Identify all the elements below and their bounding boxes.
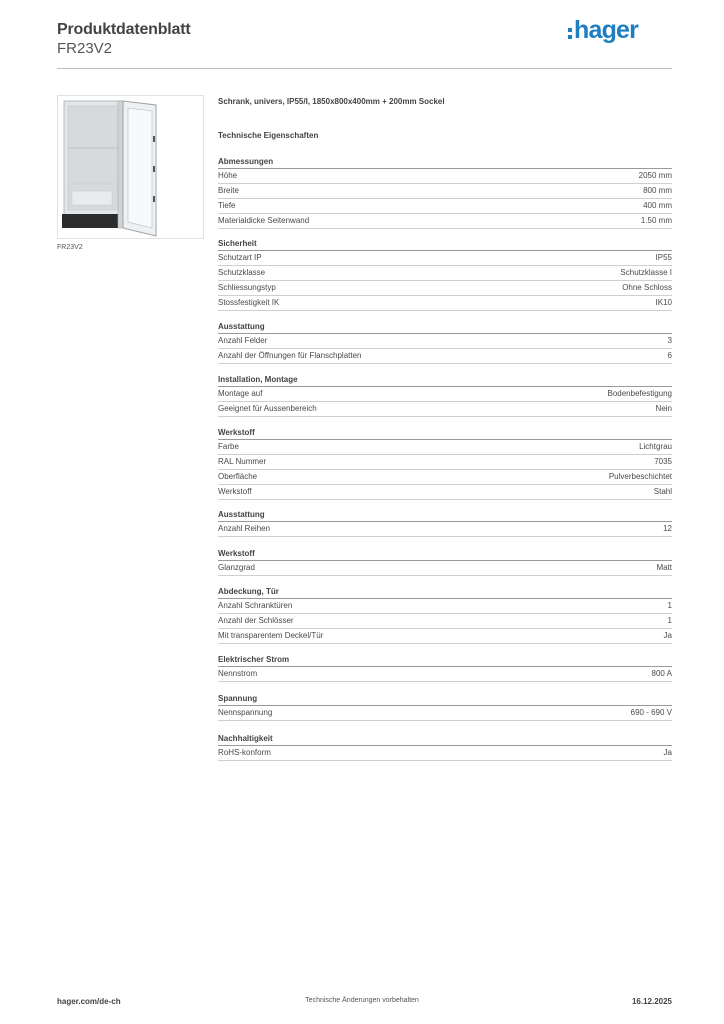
spec-group-cover-door [218, 586, 672, 644]
spec-label: Anzahl Reihen [218, 524, 271, 533]
spec-label: Mit transparentem Deckel/Tür [218, 631, 324, 640]
spec-value: 12 [663, 524, 672, 533]
footer-date: 16.12.2025 [631, 997, 672, 1006]
spec-label: Höhe [218, 171, 238, 180]
spec-group-equipment-2 [218, 509, 672, 537]
spec-row [218, 667, 672, 682]
spec-row [218, 614, 672, 629]
spec-label: Schliessungstyp [218, 283, 276, 292]
spec-value: 6 [667, 351, 672, 360]
group-title: Werkstoff [218, 427, 672, 440]
spec-value: 400 mm [643, 201, 672, 210]
spec-label: Anzahl der Schlösser [218, 616, 294, 625]
product-code: FR23V2 [57, 40, 113, 57]
spec-row [218, 402, 672, 417]
spec-value: 1 [667, 601, 672, 610]
header-divider [57, 68, 672, 69]
spec-row [218, 485, 672, 500]
document-title: Produktdatenblatt [57, 21, 191, 38]
spec-label: Tiefe [218, 201, 236, 210]
spec-row [218, 455, 672, 470]
cabinet-illustration [58, 96, 203, 238]
group-title: Ausstattung [218, 509, 672, 522]
spec-value: Schutzklasse I [620, 268, 672, 277]
spec-label: Geeignet für Aussenbereich [218, 404, 317, 413]
spec-label: Schutzart IP [218, 253, 262, 262]
spec-value: 800 mm [643, 186, 672, 195]
spec-row [218, 440, 672, 455]
spec-group-sustainability [218, 733, 672, 761]
product-image [57, 95, 204, 239]
group-title: Installation, Montage [218, 374, 672, 387]
spec-row [218, 251, 672, 266]
spec-label: Farbe [218, 442, 239, 451]
spec-row [218, 561, 672, 576]
spec-group-safety [218, 238, 672, 311]
spec-row [218, 281, 672, 296]
spec-row [218, 266, 672, 281]
spec-row [218, 199, 672, 214]
spec-label: Anzahl der Öffnungen für Flanschplatten [218, 351, 362, 360]
spec-value: Matt [656, 563, 672, 572]
spec-row [218, 746, 672, 761]
hager-logo [568, 17, 638, 43]
spec-group-electric-current [218, 654, 672, 682]
spec-value: 690 - 690 V [630, 708, 672, 717]
spec-group-material [218, 427, 672, 500]
footer-website: hager.com/de-ch [57, 997, 121, 1006]
spec-label: Anzahl Schranktüren [218, 601, 293, 610]
spec-label: Werkstoff [218, 487, 252, 496]
spec-value: 1.50 mm [640, 216, 672, 225]
spec-group-voltage [218, 693, 672, 721]
spec-group-material-2 [218, 548, 672, 576]
spec-group-dimensions [218, 156, 672, 229]
spec-group-installation [218, 374, 672, 417]
image-caption: FR23V2 [57, 244, 83, 251]
spec-row [218, 387, 672, 402]
spec-value: 2050 mm [638, 171, 672, 180]
spec-value: Ja [663, 631, 672, 640]
spec-value: 800 A [651, 669, 672, 678]
group-title: Abmessungen [218, 156, 672, 169]
spec-row [218, 349, 672, 364]
group-title: Elektrischer Strom [218, 654, 672, 667]
group-title: Werkstoff [218, 548, 672, 561]
specs-section-title: Technische Eigenschaften [218, 131, 319, 140]
spec-label: Oberfläche [218, 472, 258, 481]
logo-dots-icon [568, 28, 572, 39]
spec-row [218, 470, 672, 485]
spec-value: Nein [655, 404, 672, 413]
spec-value: IP55 [655, 253, 672, 262]
spec-label: RAL Nummer [218, 457, 267, 466]
group-title: Abdeckung, Tür [218, 586, 672, 599]
spec-label: Stossfestigkeit IK [218, 298, 280, 307]
spec-label: Schutzklasse [218, 268, 266, 277]
spec-value: Lichtgrau [639, 442, 672, 451]
spec-value: Pulverbeschichtet [608, 472, 672, 481]
spec-value: Stahl [653, 487, 672, 496]
spec-row [218, 184, 672, 199]
group-title: Sicherheit [218, 238, 672, 251]
spec-row [218, 214, 672, 229]
spec-value: 3 [667, 336, 672, 345]
spec-label: Nennspannung [218, 708, 273, 717]
spec-row [218, 296, 672, 311]
group-title: Ausstattung [218, 321, 672, 334]
spec-row [218, 169, 672, 184]
group-title: Spannung [218, 693, 672, 706]
spec-value: Bodenbefestigung [607, 389, 672, 398]
spec-value: 7035 [654, 457, 672, 466]
spec-label: Anzahl Felder [218, 336, 268, 345]
logo-text: hager [574, 16, 639, 44]
spec-value: Ohne Schloss [622, 283, 672, 292]
spec-label: Montage auf [218, 389, 263, 398]
group-title: Nachhaltigkeit [218, 733, 672, 746]
product-description: Schrank, univers, IP55/I, 1850x800x400mm + 200mm Sockel [218, 97, 445, 106]
footer-notice: Technische Änderungen vorbehalten [305, 997, 419, 1004]
spec-row [218, 599, 672, 614]
spec-row [218, 706, 672, 721]
spec-value: Ja [663, 748, 672, 757]
spec-label: Glanzgrad [218, 563, 255, 572]
spec-row [218, 629, 672, 644]
spec-value: 1 [667, 616, 672, 625]
spec-label: Materialdicke Seitenwand [218, 216, 310, 225]
spec-label: Breite [218, 186, 239, 195]
spec-label: Nennstrom [218, 669, 258, 678]
spec-row [218, 334, 672, 349]
spec-group-equipment [218, 321, 672, 364]
spec-value: IK10 [655, 298, 672, 307]
spec-label: RoHS-konform [218, 748, 271, 757]
spec-row [218, 522, 672, 537]
